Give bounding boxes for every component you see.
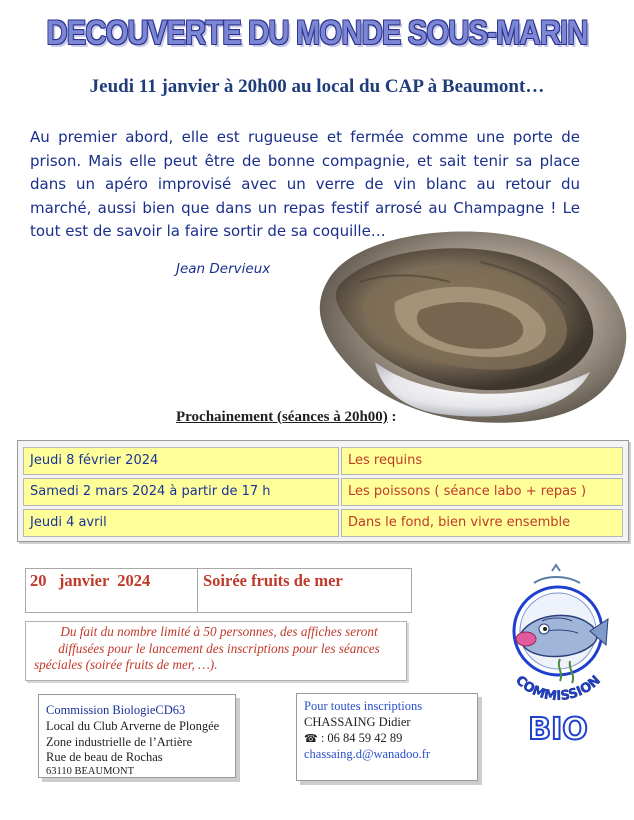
upcoming-heading-suffix: : — [387, 409, 397, 425]
address-org: Commission BiologieCD63 — [46, 703, 186, 717]
table-row — [23, 447, 619, 475]
inscriptions-email[interactable]: chassaing.d@wanadoo.fr — [304, 747, 431, 761]
oyster-image — [300, 222, 634, 427]
session-date: Jeudi 4 avril — [23, 509, 339, 537]
upcoming-table — [17, 440, 629, 542]
inscriptions-heading: Pour toutes inscriptions — [304, 699, 423, 713]
upcoming-heading — [176, 409, 397, 426]
page-title: DECOUVERTE DU MONDE SOUS-MARIN — [46, 14, 588, 52]
session-topic: Les requins — [341, 447, 623, 475]
address-postcode: 63110 BEAUMONT — [46, 766, 134, 777]
session-date: Samedi 2 mars 2024 à partir de 17 h — [23, 478, 339, 506]
intro-line: dans un apéro improvisé avec un verre de vin blanc au retour du — [30, 175, 580, 194]
phone-icon: ☎ — [304, 733, 318, 745]
intro-line: prison. Mais elle peut être de bonne compagnie, et sait tenir sa place — [30, 151, 580, 170]
inscriptions-phone-row — [304, 731, 402, 746]
soiree-date: 20 janvier 2024 — [30, 571, 151, 590]
notice-line: spéciales (soirée fruits de mer, …). — [34, 657, 218, 672]
notice-line: diffusées pour le lancement des inscriptions pour les séances — [58, 640, 380, 656]
logo-word-bio: BIO — [528, 712, 588, 747]
soiree-title: Soirée fruits de mer — [203, 571, 343, 590]
notice-line: Du fait du nombre limité à 50 personnes, des affiches seront — [60, 624, 378, 639]
intro-line: marché, aussi bien que dans un repas festif arrosé au Champagne ! Le — [30, 198, 580, 217]
intro-line: Au premier abord, elle est rugueuse et fermée comme une porte de — [30, 128, 580, 146]
intro-author: Jean Dervieux — [176, 261, 271, 277]
table-row — [23, 509, 619, 537]
address-line: Zone industrielle de l’Artière — [46, 735, 193, 749]
session-topic: Dans le fond, bien vivre ensemble — [341, 509, 623, 537]
address-line: Local du Club Arverne de Plongée — [46, 719, 220, 733]
address-line: Rue de beau de Rochas — [46, 750, 163, 764]
session-date: Jeudi 8 février 2024 — [23, 447, 339, 475]
intro-line: tout est de savoir la faire sortir de sa coquille… — [30, 222, 386, 241]
inscriptions-phone: : 06 84 59 42 89 — [317, 731, 403, 745]
table-row — [23, 478, 619, 506]
notice-text — [34, 624, 404, 674]
event-subtitle: Jeudi 11 janvier à 20h00 au local du CAP à Beaumont… — [89, 76, 545, 97]
session-topic: Les poissons ( séance labo + repas ) — [341, 478, 623, 506]
inscriptions-name: CHASSAING Didier — [304, 715, 411, 729]
commission-bio-logo — [490, 563, 630, 753]
soiree-divider — [197, 568, 198, 613]
logo-word-commission: COMMISSION — [512, 673, 604, 705]
upcoming-heading-text: Prochainement (séances à 20h00) — [176, 409, 388, 425]
